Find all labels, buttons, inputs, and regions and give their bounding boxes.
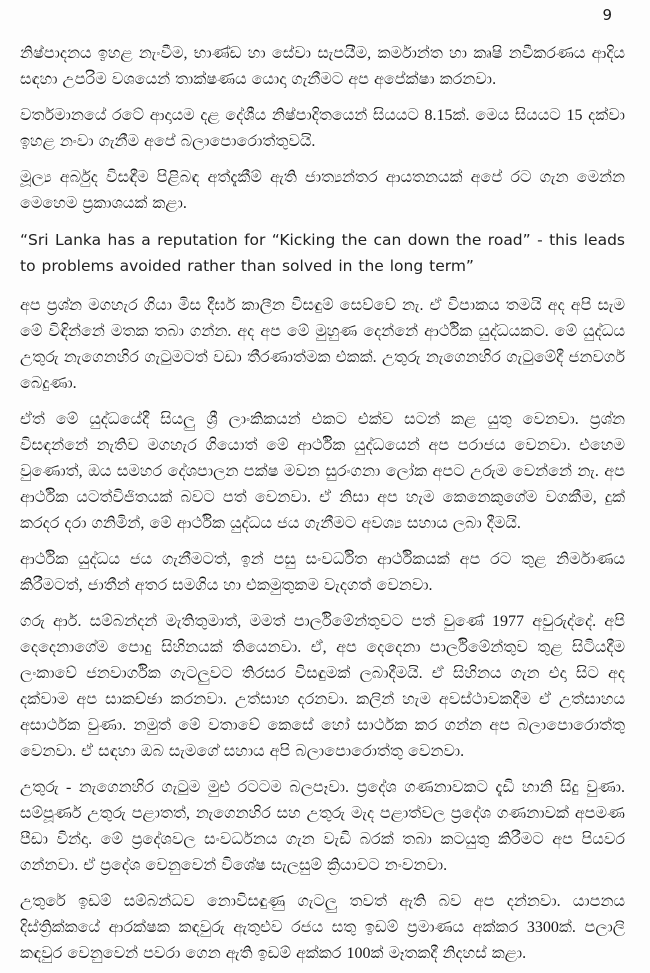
page-number: 9 (602, 6, 612, 24)
body-paragraph: මූල්‍ය අර්බුද විසඳීම පිළිබඳ අත්දැකීම් ඇති ජාත්‍යන්තර ආයතනයක් අපේ රට ගැන මෙන්න මෙහෙම ප්‍රකාශයක් කළා. (20, 169, 625, 212)
body-paragraph: අප ප්‍රශ්න මගහැර ගියා මිස දීර්ඝ කාලීන විසඳුම් සෙව්වේ නැ. ඒ විපාකය තමයි අද අපි සැම මේ විඳින්නේ මතක තබා ගන්න. අද අප මේ මුහුණ දෙන්නේ ආර්ථික යුද්ධයකට. මේ යුද්ධය උතුරු නැගෙනහිර ගැටුමටත් වඩා තීරණාත්මක එකක්. උතුරු නැගෙනහිර ගැටුමේදී ජනවර්ග බෙදුණා. (20, 297, 625, 392)
body-paragraph: නිෂ්පාදනය ඉහළ නැංවීම, භාණ්ඩ හා සේවා සැපයීම, කර්මාන්ත හා කෘෂි නවීකරණය ආදිය සඳහා උපරිම වශයෙන් තාක්ෂණය යොදා ගැනීමට අප අපේක්ෂා කරනවා. (20, 45, 625, 88)
page-body-text (20, 41, 625, 973)
body-paragraph: උතුරේ ඉඩම් සම්බන්ධව නොවිසඳුණු ගැටලු තවත් ඇති බව අප දන්නවා. යාපනය දිස්ත්‍රික්කයේ ආරක්ෂක කඳවුරු ඇතුළුව රජය සතු ඉඩම් ප්‍රමාණය අක්කර 3300ක්. පලාලි කඳවුර වෙනුවෙන් පවරා ගෙන ඇති ඉඩම් අක්කර 100ක් මෑතකදී නිදහස් කළා. (20, 893, 625, 962)
body-paragraph: ගරු ආර්. සම්බන්දන් මැතිතුමාත්, මමත් පාර්ලිමේන්තුවට පත් වුණේ 1977 අවුරුද්දේ. අපි දෙදෙනාගේම පොදු සිහිනයක් තියෙනවා. ඒ, අප දෙදෙනා පාර්ලිමේන්තුව තුළ සිටියදීම ලංකාවේ ජනවාර්ගික ගැටලුවට තිරසර විසඳුමක් ලබාදීමයි. ඒ සිහිනය ගැන එදා සිට අද දක්වාම අප සාකච්ඡා කරනවා. උත්සාහ දරනවා. කලින් හැම අවස්ථාවකදීම ඒ උත්සාහය අසාර්ථක වුණා. නමුත් මේ වතාවේ කෙසේ හෝ සාර්ථක කර ගන්න අප බලාපොරොත්තු වෙනවා. ඒ සඳහා ඔබ සැමගේ සහාය අපි බලාපොරොත්තු වෙනවා. (20, 613, 625, 760)
body-paragraph: ආර්ථික යුද්ධය ජය ගැනීමටත්, ඉන් පසු සංවර්ධිත ආර්ථිකයක් අප රට තුළ නිර්මාණය කිරීමටත්, ජාතීන් අතර සමගිය හා එකමුතුකම වැදගත් වෙනවා. (20, 551, 625, 594)
body-paragraph: උතුරු - නැගෙනහිර ගැටුම මුළු රටටම බලපෑවා. ප්‍රදේශ ගණනාවකට දැඩි හානි සිදු වුණා. සම්පූර්ණ උතුරු පළාතත්, නැගෙනහිර සහ උතුරු මැද පළාත්වල ප්‍රදේශ ගණනාවක් අපමණ පීඩා වින්දා. මේ ප්‍රදේශවල සංවර්ධනය ගැන වැඩි බරක් තබා කටයුතු කිරීමට අප පියවර ගන්නවා. ඒ ප්‍රදේශ වෙනුවෙන් විශේෂ සැලසුම් ක්‍රියාවට නංවනවා. (20, 779, 625, 874)
body-paragraph: ඒත් මේ යුද්ධයේදී සියලු ශ්‍රී ලාංකිකයන් එකට එක්ව සටන් කළ යුතු වෙනවා. ප්‍රශ්න විසඳන්නේ නැතිව මගහැර ගියොත් මේ ආර්ථික යුද්ධයෙන් අප පරාජය වෙනවා. එහෙම වුණොත්, ඔය සමහර දේශපාලන පක්ෂ මවන සුරංගනා ලෝක අපට උරුම වෙන්නේ නැ. අප ආර්ථික යටත්විජිතයක් බවට පත් වෙනවා. ඒ නිසා අප හැම කෙනෙකුගේම වගකීම, දුක් කරදර දරා ගනිමින්, මේ ආර්ථික යුද්ධය ජය ගැනීමට අවශ්‍ය සහාය ලබා දීමයි. (20, 411, 625, 532)
english-quote-paragraph: “Sri Lanka has a reputation for “Kicking the can down the road” - this leads to problems avoided rather than solved in the long term” (20, 231, 625, 275)
body-paragraph: වර්තමානයේ රටේ ආදායම දළ දේශීය නිෂ්පාදිතයෙන් සියයට 8.15ක්. මෙය සියයට 15 දක්වා ඉහළ නංවා ගැනීම අපේ බලාපොරොත්තුවයි. (20, 107, 625, 150)
